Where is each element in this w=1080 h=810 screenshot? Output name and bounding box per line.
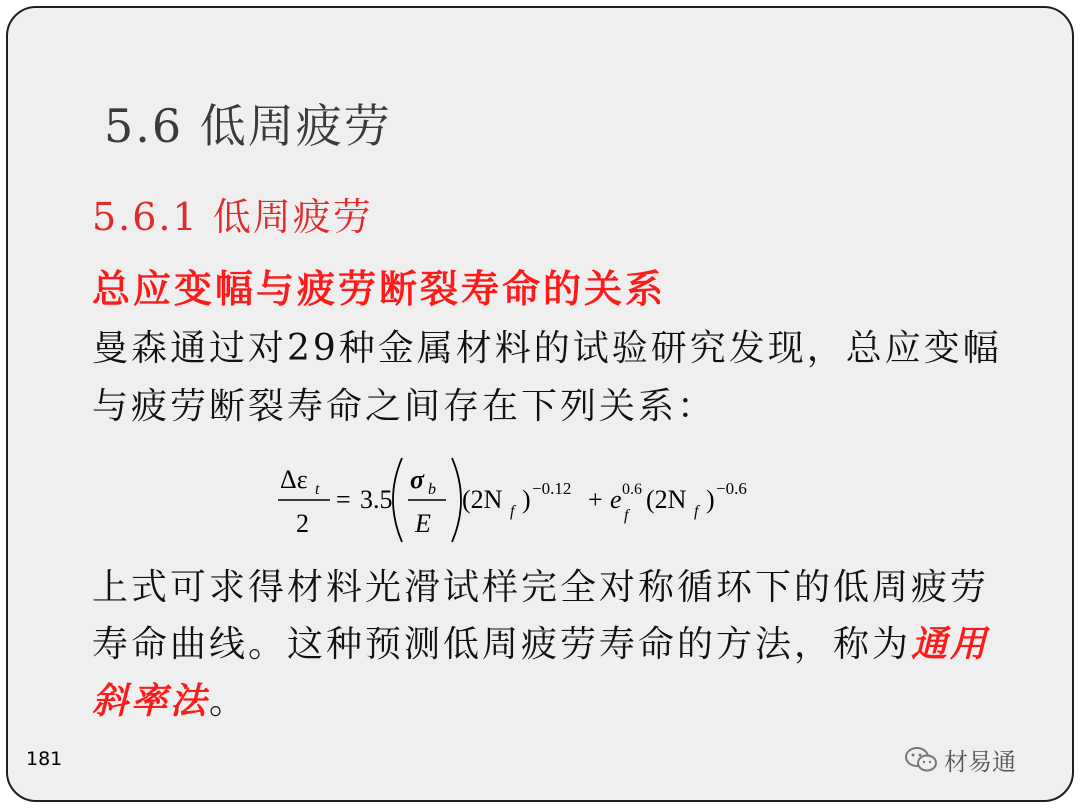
brand-watermark (904, 742, 1016, 777)
formula-e-sub: f (624, 507, 629, 524)
formula-equals: = (336, 485, 351, 514)
section-subtitle: 5.6.1 低周疲劳 (92, 195, 373, 239)
formula-term2-sub: f (694, 503, 699, 520)
formula-exp1: −0.12 (532, 479, 572, 498)
page-number: 181 (26, 748, 63, 770)
slide-title: 5.6 低周疲劳 (104, 99, 392, 153)
intro-paragraph: 曼森通过对29种金属材料的试验研究发现，总应变幅与疲劳断裂寿命之间存在下列关系： (92, 328, 1002, 427)
wechat-icon (904, 746, 938, 774)
formula-lhs-numerator-sub: t (315, 481, 320, 498)
formula-e-sup: 0.6 (622, 481, 642, 498)
formula-lhs-denominator: 2 (296, 509, 309, 538)
formula-coef: 3.5 (360, 485, 393, 514)
formula-exp2: −0.6 (716, 479, 747, 498)
formula-lhs-numerator: Δε (280, 465, 308, 494)
formula-E: E (415, 509, 431, 538)
formula-term1: (2N (462, 485, 503, 514)
slide (6, 6, 1074, 802)
manson-formula (270, 454, 790, 546)
formula-term2-close: ) (706, 485, 715, 514)
formula-sigma-sub: b (428, 481, 436, 498)
topic-heading: 总应变幅与疲劳断裂寿命的关系 (92, 266, 667, 311)
formula-left-paren (393, 458, 402, 542)
formula-sigma: σ (410, 465, 425, 494)
formula-term1-close: ) (522, 485, 531, 514)
formula-term1-sub: f (510, 503, 515, 520)
universal-slope-method: 通用斜率法 (92, 623, 990, 722)
formula-e: e (610, 485, 622, 514)
conclusion-period: 。 (209, 681, 249, 722)
formula-right-paren (452, 458, 461, 542)
formula-plus: + (588, 485, 603, 514)
conclusion-paragraph (92, 560, 1022, 730)
formula-term2: (2N (646, 485, 687, 514)
brand-name: 材易通 (944, 748, 1016, 776)
conclusion-text: 上式可求得材料光滑试样完全对称循环下的低周疲劳寿命曲线。这种预测低周疲劳寿命的方法，称为 (92, 567, 990, 665)
